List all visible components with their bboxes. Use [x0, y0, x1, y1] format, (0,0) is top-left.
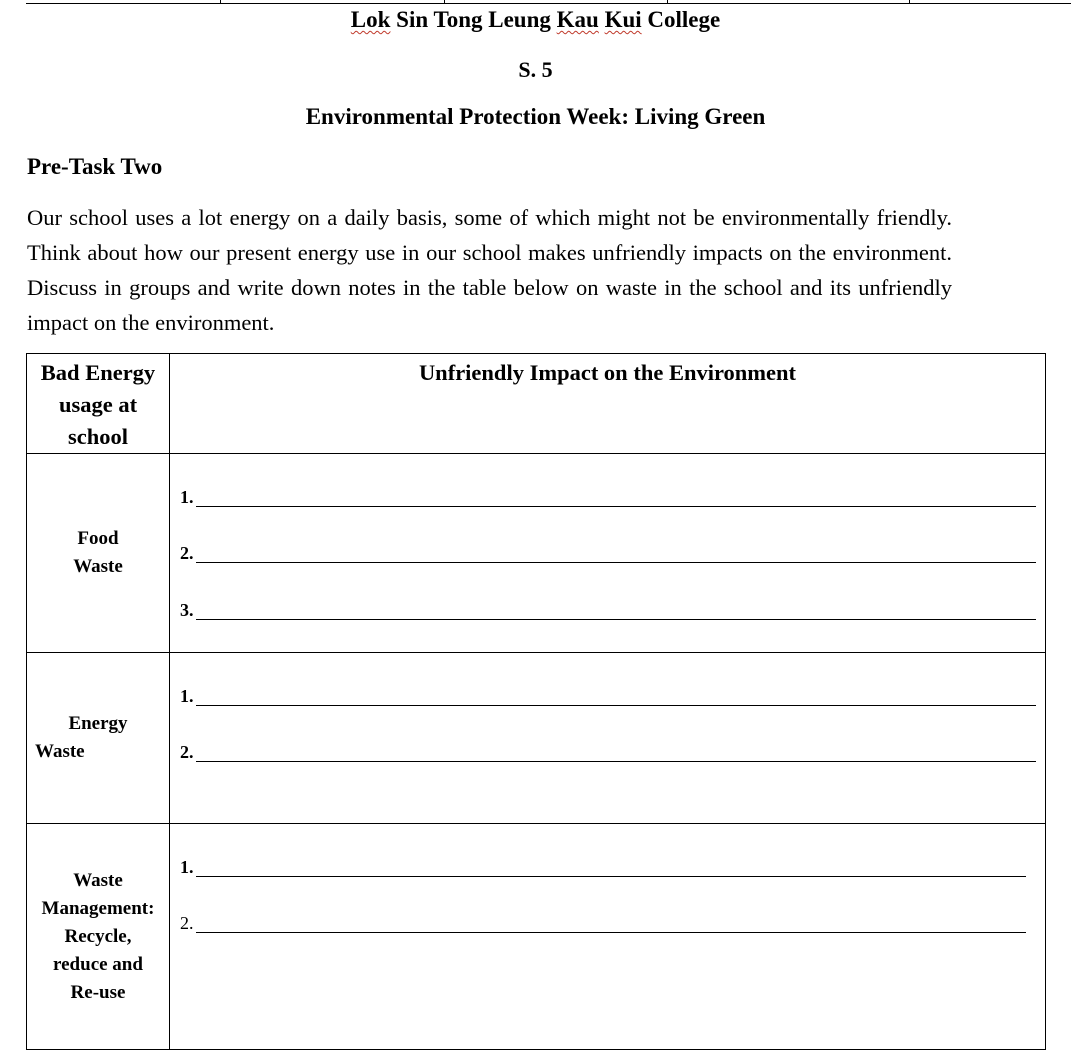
answer-line[interactable]: 3.: [180, 599, 1036, 620]
answer-cell: [170, 653, 1046, 824]
table-row: [27, 454, 1046, 653]
column-header-impact: Unfriendly Impact on the Environment: [170, 354, 1046, 454]
category-waste-management: Waste Management: Recycle, reduce and Re-use: [27, 824, 170, 1050]
answer-line[interactable]: 1.: [180, 856, 1026, 877]
school-name: Lok Sin Tong Leung Kau Kui College: [350, 7, 721, 32]
top-border-tick: [444, 0, 445, 4]
answer-cell: [170, 454, 1046, 653]
column-header-usage: Bad Energy usage at school: [27, 354, 170, 454]
answer-line[interactable]: 2.: [180, 741, 1036, 762]
answer-line[interactable]: 2.: [180, 912, 1026, 933]
top-border-tick: [667, 0, 668, 4]
table-row: [27, 824, 1046, 1050]
answer-line[interactable]: 1.: [180, 486, 1036, 507]
top-border-line: [26, 3, 1071, 4]
task-instructions: Our school uses a lot energy on a daily basis, some of which might not be environmentally friendly. Think about how our present energy use in our school makes unfriendly impacts on the environment. Discuss in groups and write down notes in the table below on waste in the school and its unfriendly impact on the environment.: [27, 205, 952, 335]
table-header-row: [27, 354, 1046, 454]
answer-line[interactable]: 1.: [180, 685, 1036, 706]
category-food-waste: Food Waste: [27, 454, 170, 653]
top-border-tick: [220, 0, 221, 4]
worksheet-table: [26, 353, 1046, 1050]
answer-cell: [170, 824, 1046, 1050]
form-level: S. 5: [518, 57, 553, 82]
table-row: [27, 653, 1046, 824]
top-border-tick: [909, 0, 910, 4]
answer-line[interactable]: 2.: [180, 542, 1036, 563]
task-title: Pre-Task Two: [27, 154, 163, 179]
category-energy-waste: Energy Waste: [27, 653, 170, 824]
event-title: Environmental Protection Week: Living Green: [305, 104, 766, 129]
